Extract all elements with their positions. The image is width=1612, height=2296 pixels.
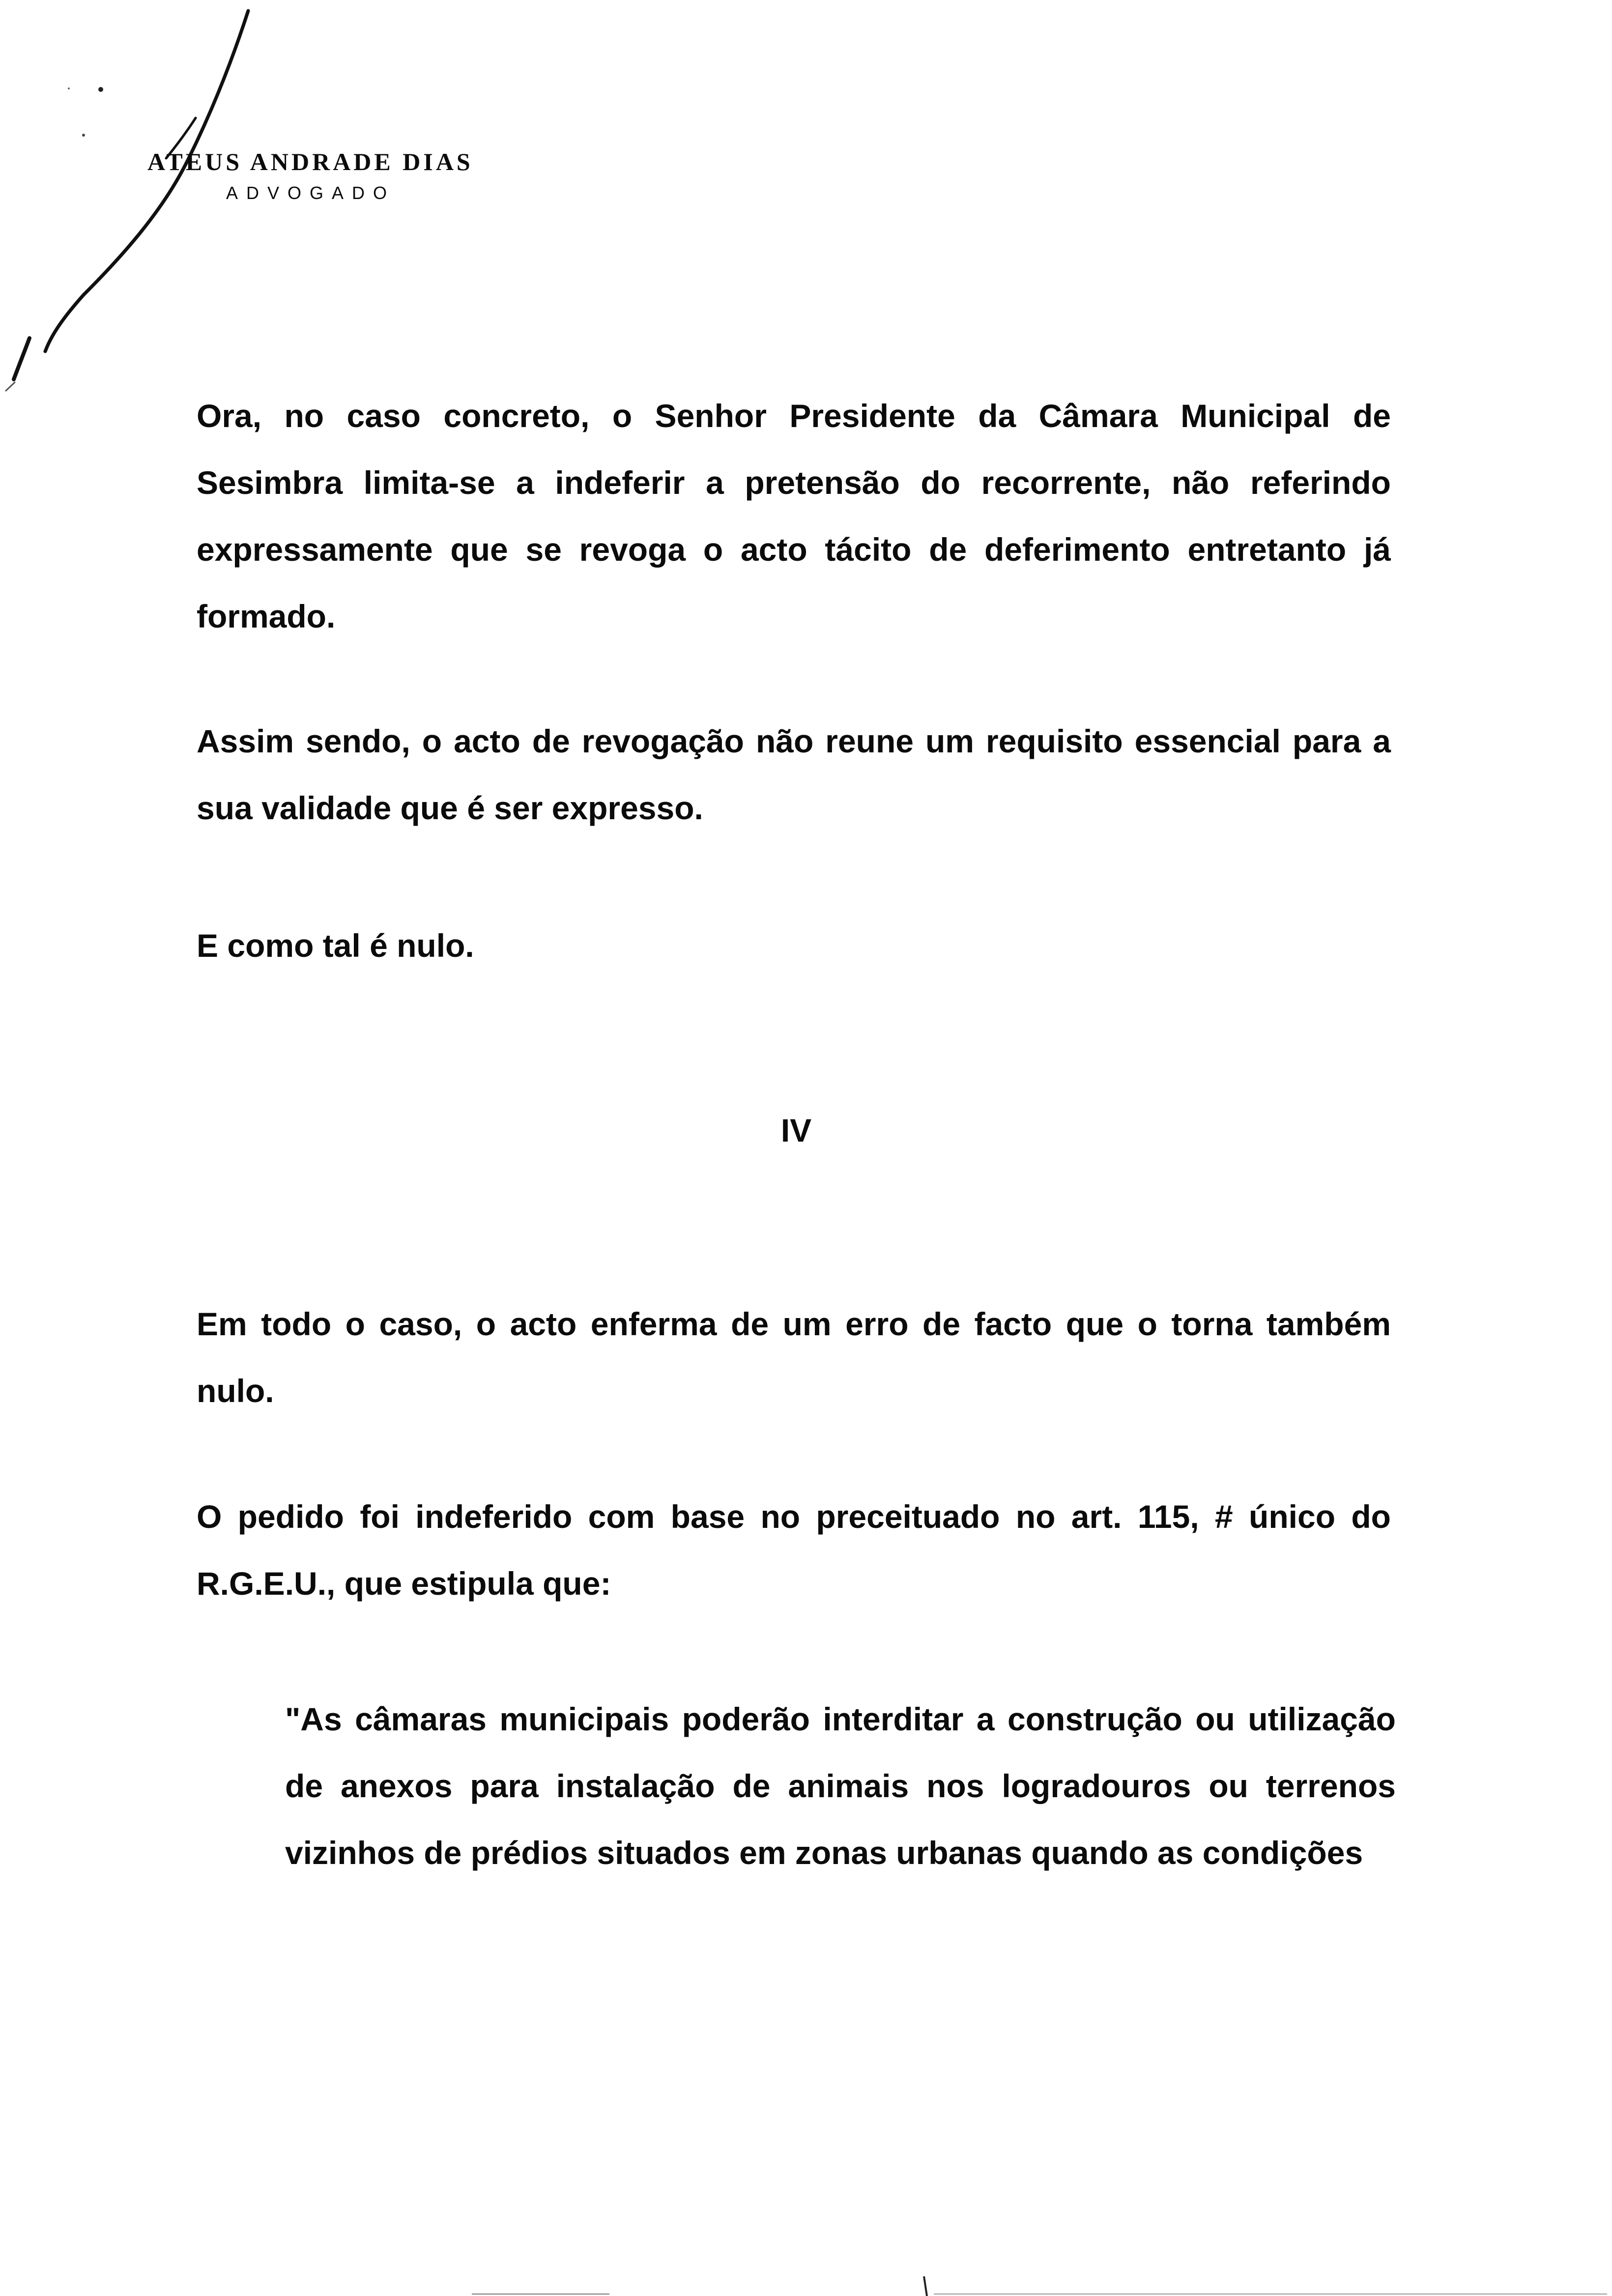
paragraph-5: O pedido foi indeferido com base no preceituado no art. 115, # único do R.G.E.U., que estipula que: <box>197 1498 1391 1602</box>
letterhead-title: ADVOGADO <box>226 183 396 203</box>
paragraph-3: E como tal é nulo. <box>197 927 474 964</box>
block-quote: "As câmaras municipais poderão interditar a construção ou utilização de anexos para instalação de animais nos logradouros ou terrenos vizinhos de prédios situados em zonas urbanas quando as condições <box>285 1701 1396 1871</box>
paragraph-4: Em todo o caso, o acto enferma de um erro de facto que o torna também nulo. <box>197 1306 1391 1409</box>
section-numeral: IV <box>780 1112 812 1148</box>
paragraph-2: Assim sendo, o acto de revogação não reune um requisito essencial para a sua validade que é ser expresso. <box>197 723 1391 826</box>
letterhead-name: ATEUS ANDRADE DIAS <box>147 148 473 175</box>
paragraph-1: Ora, no caso concreto, o Senhor Presidente da Câmara Municipal de Sesimbra limita-se a indeferir a pretensão do recorrente, não referindo expressamente que se revoga o acto tácito de deferimento entretanto já formado. <box>197 398 1391 634</box>
